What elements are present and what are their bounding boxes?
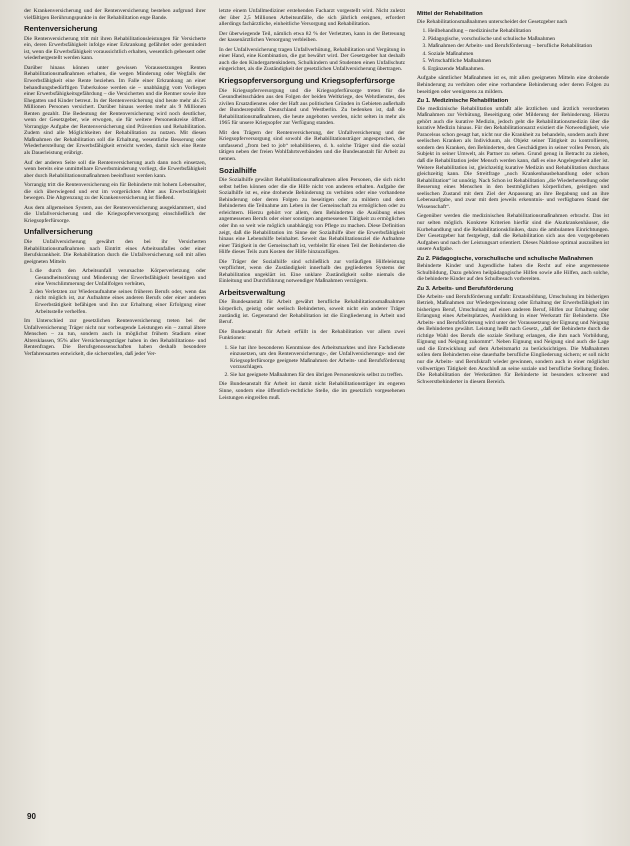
paragraph: Darüber hinaus können unter gewissen Voraussetzungen Renten Rehabilitationsmaßnahmen erhalten, die wegen Minderung oder Wegfalls der Erwerbsfähigkeit eine Rente beziehen. Im Falle einer Erkrankung an einer behandlungsbedürftigen Tuberkulose werden sie – unabhängig vom Vorliegen einer Erwerbsfähigkeitsgefährdung – die Versicherten und die Rentner sowie ihre Ehegatten und Kinder betreut. In der Rentenversicherung sind heute mehr als 25 Millionen Personen versichert. Darüber hinaus werden mehr als 9 Millionen Renten gezahlt. Die Bedeutung der Rentenversicherung wird noch deutlicher, wenn der Gesetzgeber, wie erwogen, sie für weitere Personenkreise öffnet. Vorrangige Aufgabe der Rentenversicherung sind Prävention und Rehabilitation. Zudem sind alle Möglichkeiten der Rehabilitation zu nutzen. Mit diesen Maßnahmen der Rehabilitation soll die Erhaltung, wesentliche Besserung oder Wiederherstellung der Erwerbsfähigkeit erreicht werden, damit sich eine Rente als Dauerleistung erübrigt.	[24, 64, 206, 156]
paragraph: Die medizinische Rehabilitation umfaßt alle ärztlichen und ärztlich verordneten Maßnahmen zur Verhütung, Beseitigung oder Milderung der Behinderung. Hierzu gehört auch die kurative Medizin, jedoch geht die Rehabilitationsmedizin über die kurative Medizin hinaus. Für den Rehabilitationsarzt existiert die Notwendigkeit, wie Paracelsus schon gesagt hat, nicht nur die Krankheit zu behandeln, sondern auch ihrer seelischen Kranken als Individuum, als Objekt seiner Tätigkeit zu kontrollieren, sondern den Kranken, den Behinderten, den Geschädigten in seiner vollen Person, als Subjekt in seiner Umwelt, als Partner zu sehen. Grund genug in Betracht zu ziehen, daß die Rehabilitation jeder Mensch werden kann, daß es eine Angelegenheit aller ist. Weitere Rehabilitation ist, gleichzeitig kurative Medizin und Rehabilitation durchaus gleichzeitig kann. Die Streitfrage „noch Krankenhausbehandlung oder schon Rehabilitation“ ist unnötig. Nach Schon ist Rehabilitation „die Wiederherstellung oder Besserung eines Menschen in den bestmöglichen körperlichen, geistigen und seelischen Zustand mit dem Ziel der Anpassung an ihre Begabung und an ihre Lebensaufgabe, und zwar mit dem jeweils erkenntnis- und verfügbaren Stand der Wissenschaft“.	[417, 105, 609, 210]
paragraph: Vorrangig tritt die Rentenversicherung ein für Behinderte mit hohem Lebensalter, die sich überwiegend und erst im vorgerückten Alter aus Erwerbstätigkeit bewegen. Die Abgrenzung zu der Krankenversicherung ist fließend.	[24, 182, 206, 202]
list-item: 4. Soziale Maßnahmen	[428, 51, 609, 58]
numbered-list	[219, 345, 405, 379]
paragraph: Die Bundesanstalt für Arbeit ist damit nicht Rehabilitationsträger im engeren Sinne, sondern eine öffentlich-rechtliche Stelle, die im gesetzlich vorgesehenen Leistungen eingreifen muß.	[219, 381, 405, 401]
page-number: 90	[27, 812, 36, 821]
text-column-right	[417, 8, 609, 812]
list-item: 6. Ergänzende Maßnahmen.	[428, 66, 609, 73]
paragraph: Gegenüber werden die medizinischen Rehabilitationsmaßnahmen erbracht. Das ist nur selten möglich. Konkrete Kriterien hierfür sind die Akutkrankenhäuser, die Kurbehandlung und die Rehabilitationskliniken, dazu die ambulanten Einrichtungen. Der Gesetzgeber hat festgelegt, daß die Rehabilitation sich aus den vorgegebenen Aufgaben und nach der Leistungsart orientiert. Dieses Nahtlose optimal auszuüben ist unsere Aufgabe.	[417, 213, 609, 253]
paragraph: Die Träger der Sozialhilfe sind schließlich zur vorläufigen Hilfeleistung verpflichtet, wenn die Zuständigkeit innerhalb des gegliederten Systems der Rehabilitation ungeklärt ist. Eine unklare Zuständigkeit sollte niemals die Einleitung und Durchführung notwendiger Maßnahmen verzögern.	[219, 258, 405, 285]
paragraph: Die Kriegsopferversorgung und die Kriegsopferfürsorge treten für die Gesundheitsschäden aus den Folgen der beiden Weltkriege, des Wehrdienstes, des zivilen Ersatzdienstes oder der Haft aus politischen Gründen in Gebieten außerhalb der Bundesrepublik Deutschland und Westberlin. Zu bedenken ist, daß die Rehabilitationsmaßnahmen, die heute angeboten werden, nicht selten in mehr als 1965 für unsere Kriegsopfer zur Verfügung standen.	[219, 87, 405, 127]
numbered-list	[24, 268, 206, 315]
paragraph: Der überwiegende Teil, nämlich etwa 82 % der Verletzten, kann in der Betreuung der kassenärztlichen Versorgung verbleiben.	[219, 30, 405, 44]
paragraph: Aus dem allgemeinen System, aus der Rentenversicherung ausgeklammert, sind die Unfallversicherung und die Kriegsopferversorgung einschließlich der Kriegsopferfürsorge.	[24, 204, 206, 224]
subheading-arbeits-berufsfoerderung: Zu 3. Arbeits- und Berufsförderung	[417, 285, 514, 292]
paragraph: Die Bundesanstalt für Arbeit erfüllt in der Rehabilitation vor allem zwei Funktionen:	[219, 328, 405, 342]
list-item: 1. Sie hat ihre besonderen Kenntnisse des Arbeitsmarktes und ihre Fachdienste einzusetzen, um den Rentenversicherungs-, der Unfallversicherungs- und der Kriegsopferfürsorge geeignete Maßnahmen der Arbeits- und Berufsförderung vorzuschlagen.	[230, 345, 405, 371]
paragraph: Im Unterschied zur gesetzlichen Rentenversicherung treten bei der Unfallversicherung Träger nicht nur vorbeugende Leistungen ein – zumal ältere Menschen – zu tun, sondern auch in möglichst frühem Stadium einer Altersklassen, 95% aller Versicherungsträger haben in den Rehabilitations- und Rentenfragen. Die Berufsgenossenschaften haben deshalb besondere Verfahrensarten entwickelt, die sicherstellen, daß jeder Ver-	[24, 318, 206, 357]
section-heading-unfallversicherung: Unfallversicherung	[24, 227, 93, 237]
list-item: 1. die durch den Arbeitsunfall verursachte Körperverletzung oder Gesundheitsstörung und Minderung der Erwerbsfähigkeit beseitigen und eine Verschlimmerung der Unfallfolgen verhüten,	[35, 268, 206, 288]
paragraph: In der Unfallversicherung tragen Unfallverhütung, Rehabilitation und Vergütung in einer Hand, eine Kombination, die gut bewährt wird. Der Gesetzgeber hat deshalb auch die den Kindergartenkindern, Schulkindern und Studenten einen Unfallschutz eingerichtet, als die Zuständigkeit der gesetzlichen Unfallversicherung übertragen.	[219, 46, 405, 73]
paragraph: Behinderte Kinder und Jugendliche haben die Recht auf eine angemessene Schulbildung, Dazu gehören heilpädagogische Hilfen sowie alle Hilfen, auch solche, die behinderte Kinder auf den Schulbesuch vorbereiten.	[417, 263, 609, 283]
section-heading-kriegsopferversorgung: Kriegsopferversorgung und Kriegsopferfürsorge	[219, 75, 395, 85]
numbered-list	[417, 28, 609, 72]
section-heading-rentenversicherung: Rentenversicherung	[24, 24, 98, 34]
section-heading-mittel: Mittel der Rehabilitation	[417, 11, 483, 17]
paragraph: Die Sozialhilfe gewährt Rehabilitationsmaßnahmen allen Personen, die sich nicht selbst helfen können oder die die Hilfe nicht von anderen erhalten. Aufgabe der Sozialhilfe ist es, eine drohende Behinderung zu verhüten oder eine vorhandene Behinderung oder deren Folgen zu beseitigen oder zu mildern und dem Behinderten die Teilnahme am Leben in der Gemeinschaft zu ermöglichen oder zu erleichtern. Hierzu gehört vor allem, dem Behinderten die Ausübung eines angemessenen Berufs oder einer sonstigen angemessenen Tätigkeit zu ermöglichen oder ihn so weit wie möglich unabhängig von Pflege zu machen. Diese Definition zeigt, daß die Rehabilitation im Sinne der Sozialhilfe über die Erwerbsfähigkeit hinaus eine Lebenshilfe beinhaltet. Soweit das Rehabilitationsziel die Aufnahme einer Tätigkeit in der Gemeinschaft ist, verbleibt für einen Teil der Behinderten die Hilfe dieses Teils zum Kosten der Hilfe hinzuzufügen.	[219, 177, 405, 256]
paragraph: Die Unfallversicherung gewährt den bei ihr Versicherten Rehabilitationsmaßnahmen nach Eintritt eines Arbeitsunfalles oder einer Berufskrankheit. Die Rehabilitation durch die Unfallversicherung soll mit allen geeigneten Mitteln	[24, 239, 206, 265]
paragraph: Die Arbeits- und Berufsförderung umfaßt: Erstausbildung, Umschulung im bisherigen Betrieb, Maßnahmen zur Wiedergewinnung oder Erhaltung der Erwerbsfähigkeit im bisherigen Beruf, Umschulung auf einen anderen Beruf, Hilfen zur Erhaltung oder Erlangung eines Arbeitsplatzes, Ausbildung in einer Werkstatt für Behinderte. Die Arbeits- und Berufsförderung wird unter der Voraussetzung der Eignung und Neigung des Behinderten gewährt. Leistung heißt nach Gesetz, „daß der Behinderte durch die richtige Wahl des Berufs die soziale Stellung erlangen, die ihm nach Vorbildung, Eignung und Neigung zukommt“. Neben Eignung und Neigung sind auch die Lage und die Entwicklung auf dem Arbeitsmarkt zu berücksichtigen. Die Maßnahmen sollen dem Behinderten eine dauerhafte berufliche Eingliederung sichern; er soll nicht nur die Arbeits- und Berufskraft wieder gewinnen, sondern auch in einer möglichst vollwertigen Tätigkeit den Anschluß an seine soziale und berufliche Stellung finden. Die Rehabilitation der Werkstätten für Behinderte ist besonders schwerer und Schwerstbehinderter in diesem Bereich.	[417, 293, 609, 385]
list-item: 3. Maßnahmen der Arbeits- und Berufsförderung – berufliche Rehabilitation	[428, 43, 609, 50]
list-item: 1. Heilbehandlung – medizinische Rehabilitation	[428, 28, 609, 35]
text-column-left	[24, 8, 206, 812]
paragraph: letzte einem Unfallmediziner erstehenden Facharzt vorgestellt wird. Nicht zuletzt der über 2,5 Millionen Arbeitsunfälle, die sich jährlich ereignen, erfordert allerdings fachärztliche, einheitliche Versorgung und Rehabilitation.	[219, 8, 405, 28]
paragraph: Aufgabe sämtlicher Maßnahmen ist es, mit allen geeigneten Mitteln eine drohende Behinderung zu verhüten oder eine vorhandene Behinderung oder deren Folgen zu beseitigen oder wenigstens zu mildern.	[417, 75, 609, 95]
paragraph: Die Bundesanstalt für Arbeit gewährt berufliche Rehabilitationsmaßnahmen körperlich, geistig oder seelisch Behinderten, soweit nicht ein anderer Träger zuständig ist. Gegenstand der Rehabilitation ist die Eingliederung in Arbeit und Beruf.	[219, 299, 405, 326]
list-item: 2. den Verletzten zur Wiederaufnahme seines früheren Berufs oder, wenn das nicht möglich ist, zur Aufnahme eines anderen Berufs oder einer anderen Erwerbstätigkeit befähigen und ihn zur Erhaltung einer Erfolgung einer Arbeitsstelle verhelfen.	[35, 289, 206, 315]
list-item: 5. Wirtschaftliche Maßnahmen	[428, 58, 609, 65]
subheading-paedagogische-massnahmen: Zu 2. Pädagogische, vorschulische und schulische Maßnahmen	[417, 255, 593, 262]
list-item: 2. Pädagogische, vorschulische und schulische Maßnahmen	[428, 36, 609, 43]
paragraph: Die Rentenversicherung tritt mit ihren Rehabilitationsleistungen für Versicherte ein, deren Erwerbsfähigkeit infolge einer Erkrankung gefährdet oder gemindert ist, wenn die Erwerbsfähigkeit voraussichtlich erhalten, wesentlich gebessert oder wiederhergestellt werden kann.	[24, 35, 206, 62]
paragraph: der Krankenversicherung und der Rentenversicherung bestehen aufgrund ihrer vielfältigen Berührungspunkte in der Rehabilitation enge Bande.	[24, 8, 206, 21]
list-item: 2. Sie hat geeignete Maßnahmen für den übrigen Personenkreis selbst zu treffen.	[230, 372, 405, 379]
paragraph: Mit den Trägern der Rentenversicherung, der Unfallversicherung und der Kriegsopferversorgung sind sowohl die Rehabilitationsträger angesprochen, die umfassend „from bed to job“ rehabilitieren, d. h. solche Träger sind die sozial tätigen neben der freien Wohlfahrtsverbänden und die Bundesanstalt für Arbeit zu nennen.	[219, 129, 405, 162]
paragraph: Die Rehabilitationsmaßnahmen unterscheidet der Gesetzgeber nach	[417, 18, 568, 25]
section-heading-arbeitsverwaltung: Arbeitsverwaltung	[219, 287, 286, 297]
subheading-medizinische-rehabilitation: Zu 1. Medizinische Rehabilitation	[417, 98, 509, 105]
paragraph: Auf der anderen Seite soll die Rentenversicherung auch dann noch einsetzen, wenn bereits eine unmittelbare Erwerbsminderung vorliegt, die Erwerbsfähigkeit aber durch Rehabilitationsmaßnahmen beeinflusst werden kann.	[24, 159, 206, 179]
section-heading-sozialhilfe: Sozialhilfe	[219, 165, 257, 175]
text-column-middle	[219, 8, 405, 812]
